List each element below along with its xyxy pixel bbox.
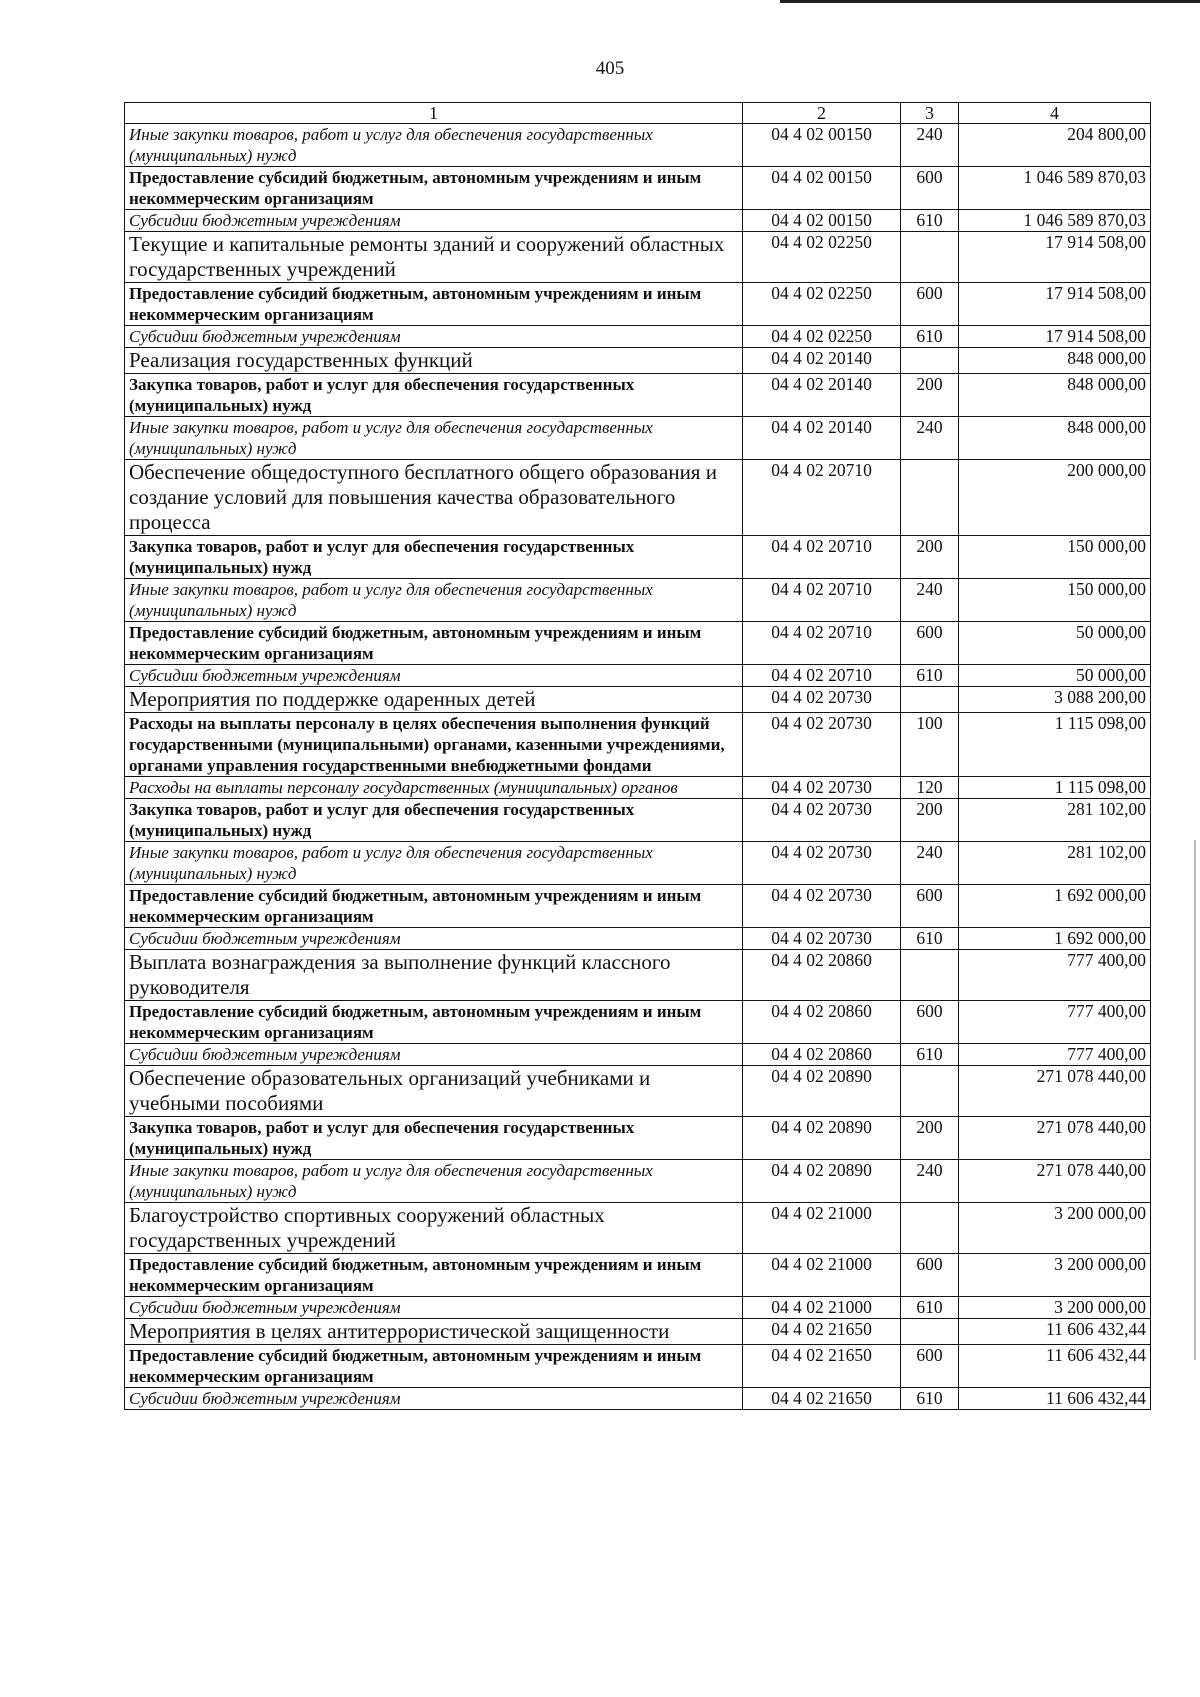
row-name-cell: Субсидии бюджетным учреждениям — [125, 1044, 743, 1066]
row-code-cell: 04 4 02 20730 — [743, 777, 901, 799]
row-amount-cell: 1 115 098,00 — [959, 777, 1151, 799]
row-name-cell: Мероприятия в целях антитеррористической защищенности — [125, 1319, 743, 1345]
row-expense-type-cell: 240 — [901, 124, 959, 167]
row-amount-cell: 777 400,00 — [959, 1044, 1151, 1066]
row-name-cell: Обеспечение общедоступного бесплатного общего образования и создание условий для повышения качества образовательного процесса — [125, 460, 743, 536]
row-name-cell: Субсидии бюджетным учреждениям — [125, 928, 743, 950]
row-amount-cell: 1 046 589 870,03 — [959, 167, 1151, 210]
table-row — [125, 210, 1151, 232]
table-row — [125, 536, 1151, 579]
row-code-cell: 04 4 02 20890 — [743, 1160, 901, 1203]
row-name-cell: Закупка товаров, работ и услуг для обеспечения государственных (муниципальных) нужд — [125, 799, 743, 842]
row-name-cell: Предоставление субсидий бюджетным, автономным учреждениям и иным некоммерческим организациям — [125, 622, 743, 665]
table-row — [125, 283, 1151, 326]
row-name-cell: Иные закупки товаров, работ и услуг для обеспечения государственных (муниципальных) нужд — [125, 417, 743, 460]
row-code-cell: 04 4 02 02250 — [743, 232, 901, 283]
row-code-cell: 04 4 02 20140 — [743, 348, 901, 374]
row-name-cell: Выплата вознаграждения за выполнение функций классного руководителя — [125, 950, 743, 1001]
row-expense-type-cell: 100 — [901, 713, 959, 777]
row-expense-type-cell: 610 — [901, 665, 959, 687]
row-expense-type-cell — [901, 460, 959, 536]
row-code-cell: 04 4 02 21650 — [743, 1319, 901, 1345]
row-amount-cell: 200 000,00 — [959, 460, 1151, 536]
table-header-row — [125, 103, 1151, 124]
table-row — [125, 885, 1151, 928]
row-name-cell: Предоставление субсидий бюджетным, автономным учреждениям и иным некоммерческим организациям — [125, 167, 743, 210]
row-amount-cell: 204 800,00 — [959, 124, 1151, 167]
row-expense-type-cell: 610 — [901, 1044, 959, 1066]
row-amount-cell: 3 200 000,00 — [959, 1203, 1151, 1254]
row-code-cell: 04 4 02 00150 — [743, 124, 901, 167]
row-code-cell: 04 4 02 21650 — [743, 1345, 901, 1388]
row-expense-type-cell: 240 — [901, 842, 959, 885]
table-row — [125, 1388, 1151, 1410]
row-name-cell: Субсидии бюджетным учреждениям — [125, 210, 743, 232]
row-expense-type-cell — [901, 348, 959, 374]
table-row — [125, 1160, 1151, 1203]
row-amount-cell: 17 914 508,00 — [959, 326, 1151, 348]
budget-table — [124, 102, 1151, 1410]
row-code-cell: 04 4 02 20730 — [743, 799, 901, 842]
row-name-cell: Реализация государственных функций — [125, 348, 743, 374]
scan-edge-line — [780, 0, 1200, 3]
row-amount-cell: 150 000,00 — [959, 579, 1151, 622]
row-amount-cell: 848 000,00 — [959, 348, 1151, 374]
row-amount-cell: 777 400,00 — [959, 950, 1151, 1001]
row-expense-type-cell: 600 — [901, 167, 959, 210]
row-amount-cell: 281 102,00 — [959, 842, 1151, 885]
table-row — [125, 374, 1151, 417]
row-name-cell: Текущие и капитальные ремонты зданий и сооружений областных государственных учреждений — [125, 232, 743, 283]
table-row — [125, 713, 1151, 777]
row-amount-cell: 3 088 200,00 — [959, 687, 1151, 713]
table-row — [125, 1297, 1151, 1319]
table-row — [125, 460, 1151, 536]
row-code-cell: 04 4 02 00150 — [743, 167, 901, 210]
row-amount-cell: 50 000,00 — [959, 622, 1151, 665]
row-amount-cell: 150 000,00 — [959, 536, 1151, 579]
row-expense-type-cell: 610 — [901, 928, 959, 950]
row-expense-type-cell: 600 — [901, 1345, 959, 1388]
row-amount-cell: 1 692 000,00 — [959, 885, 1151, 928]
row-amount-cell: 281 102,00 — [959, 799, 1151, 842]
row-code-cell: 04 4 02 20730 — [743, 687, 901, 713]
row-amount-cell: 17 914 508,00 — [959, 232, 1151, 283]
row-name-cell: Благоустройство спортивных сооружений областных государственных учреждений — [125, 1203, 743, 1254]
row-amount-cell: 3 200 000,00 — [959, 1254, 1151, 1297]
table-row — [125, 232, 1151, 283]
row-code-cell: 04 4 02 20710 — [743, 536, 901, 579]
row-name-cell: Обеспечение образовательных организаций учебниками и учебными пособиями — [125, 1066, 743, 1117]
table-row — [125, 167, 1151, 210]
table-row — [125, 417, 1151, 460]
table-row — [125, 124, 1151, 167]
row-amount-cell: 1 046 589 870,03 — [959, 210, 1151, 232]
column-header-amount: 4 — [959, 103, 1151, 124]
row-amount-cell: 11 606 432,44 — [959, 1345, 1151, 1388]
row-expense-type-cell: 120 — [901, 777, 959, 799]
row-expense-type-cell: 200 — [901, 799, 959, 842]
row-code-cell: 04 4 02 20860 — [743, 1044, 901, 1066]
row-name-cell: Предоставление субсидий бюджетным, автономным учреждениям и иным некоммерческим организациям — [125, 1345, 743, 1388]
row-name-cell: Расходы на выплаты персоналу в целях обеспечения выполнения функций государственными (муниципальными) органами, казенными учреждениями, органами управления государственными внебюджетными фондами — [125, 713, 743, 777]
row-name-cell: Предоставление субсидий бюджетным, автономным учреждениям и иным некоммерческим организациям — [125, 1001, 743, 1044]
row-code-cell: 04 4 02 20860 — [743, 950, 901, 1001]
row-code-cell: 04 4 02 20890 — [743, 1066, 901, 1117]
row-amount-cell: 11 606 432,44 — [959, 1388, 1151, 1410]
row-name-cell: Иные закупки товаров, работ и услуг для обеспечения государственных (муниципальных) нужд — [125, 1160, 743, 1203]
row-name-cell: Субсидии бюджетным учреждениям — [125, 665, 743, 687]
row-code-cell: 04 4 02 02250 — [743, 326, 901, 348]
table-row — [125, 842, 1151, 885]
column-header-code: 2 — [743, 103, 901, 124]
row-expense-type-cell — [901, 232, 959, 283]
row-expense-type-cell: 600 — [901, 1001, 959, 1044]
row-code-cell: 04 4 02 21000 — [743, 1297, 901, 1319]
row-amount-cell: 848 000,00 — [959, 417, 1151, 460]
row-name-cell: Предоставление субсидий бюджетным, автономным учреждениям и иным некоммерческим организациям — [125, 283, 743, 326]
row-expense-type-cell: 240 — [901, 579, 959, 622]
row-code-cell: 04 4 02 00150 — [743, 210, 901, 232]
row-name-cell: Субсидии бюджетным учреждениям — [125, 326, 743, 348]
row-expense-type-cell: 600 — [901, 622, 959, 665]
row-name-cell: Предоставление субсидий бюджетным, автономным учреждениям и иным некоммерческим организациям — [125, 885, 743, 928]
table-row — [125, 348, 1151, 374]
row-expense-type-cell: 600 — [901, 1254, 959, 1297]
table-row — [125, 665, 1151, 687]
row-expense-type-cell: 610 — [901, 1388, 959, 1410]
row-expense-type-cell: 600 — [901, 283, 959, 326]
row-code-cell: 04 4 02 20140 — [743, 374, 901, 417]
table-row — [125, 622, 1151, 665]
column-header-name: 1 — [125, 103, 743, 124]
row-amount-cell: 848 000,00 — [959, 374, 1151, 417]
row-name-cell: Предоставление субсидий бюджетным, автономным учреждениям и иным некоммерческим организациям — [125, 1254, 743, 1297]
row-name-cell: Закупка товаров, работ и услуг для обеспечения государственных (муниципальных) нужд — [125, 536, 743, 579]
row-name-cell: Субсидии бюджетным учреждениям — [125, 1388, 743, 1410]
row-amount-cell: 271 078 440,00 — [959, 1160, 1151, 1203]
row-amount-cell: 17 914 508,00 — [959, 283, 1151, 326]
table-row — [125, 1203, 1151, 1254]
row-code-cell: 04 4 02 20730 — [743, 713, 901, 777]
row-code-cell: 04 4 02 20140 — [743, 417, 901, 460]
row-code-cell: 04 4 02 20710 — [743, 579, 901, 622]
row-expense-type-cell: 200 — [901, 374, 959, 417]
row-expense-type-cell — [901, 1319, 959, 1345]
row-code-cell: 04 4 02 20730 — [743, 885, 901, 928]
row-code-cell: 04 4 02 20890 — [743, 1117, 901, 1160]
row-code-cell: 04 4 02 20730 — [743, 928, 901, 950]
row-name-cell: Закупка товаров, работ и услуг для обеспечения государственных (муниципальных) нужд — [125, 374, 743, 417]
table-row — [125, 777, 1151, 799]
page-number: 405 — [595, 58, 625, 79]
row-expense-type-cell: 600 — [901, 885, 959, 928]
row-expense-type-cell: 240 — [901, 417, 959, 460]
row-code-cell: 04 4 02 21650 — [743, 1388, 901, 1410]
row-amount-cell: 1 692 000,00 — [959, 928, 1151, 950]
scan-edge-mark — [1194, 840, 1196, 1360]
row-name-cell: Закупка товаров, работ и услуг для обеспечения государственных (муниципальных) нужд — [125, 1117, 743, 1160]
table-row — [125, 950, 1151, 1001]
row-amount-cell: 3 200 000,00 — [959, 1297, 1151, 1319]
row-name-cell: Иные закупки товаров, работ и услуг для обеспечения государственных (муниципальных) нужд — [125, 842, 743, 885]
table-row — [125, 1001, 1151, 1044]
row-name-cell: Иные закупки товаров, работ и услуг для обеспечения государственных (муниципальных) нужд — [125, 579, 743, 622]
table-row — [125, 1044, 1151, 1066]
table-row — [125, 928, 1151, 950]
row-amount-cell: 271 078 440,00 — [959, 1117, 1151, 1160]
row-code-cell: 04 4 02 21000 — [743, 1203, 901, 1254]
row-expense-type-cell — [901, 1066, 959, 1117]
table-row — [125, 1254, 1151, 1297]
row-amount-cell: 11 606 432,44 — [959, 1319, 1151, 1345]
row-name-cell: Мероприятия по поддержке одаренных детей — [125, 687, 743, 713]
row-expense-type-cell: 240 — [901, 1160, 959, 1203]
row-amount-cell: 1 115 098,00 — [959, 713, 1151, 777]
row-expense-type-cell — [901, 950, 959, 1001]
row-code-cell: 04 4 02 20730 — [743, 842, 901, 885]
column-header-expense-type: 3 — [901, 103, 959, 124]
row-code-cell: 04 4 02 20710 — [743, 665, 901, 687]
table-row — [125, 687, 1151, 713]
row-code-cell: 04 4 02 02250 — [743, 283, 901, 326]
row-name-cell: Субсидии бюджетным учреждениям — [125, 1297, 743, 1319]
table-row — [125, 799, 1151, 842]
row-name-cell: Расходы на выплаты персоналу государственных (муниципальных) органов — [125, 777, 743, 799]
table-row — [125, 579, 1151, 622]
row-code-cell: 04 4 02 20710 — [743, 622, 901, 665]
table-row — [125, 326, 1151, 348]
row-expense-type-cell: 610 — [901, 1297, 959, 1319]
row-amount-cell: 271 078 440,00 — [959, 1066, 1151, 1117]
row-amount-cell: 777 400,00 — [959, 1001, 1151, 1044]
table-body — [125, 124, 1151, 1410]
row-code-cell: 04 4 02 21000 — [743, 1254, 901, 1297]
row-expense-type-cell: 200 — [901, 536, 959, 579]
table-row — [125, 1345, 1151, 1388]
row-expense-type-cell — [901, 687, 959, 713]
row-expense-type-cell: 610 — [901, 326, 959, 348]
row-code-cell: 04 4 02 20860 — [743, 1001, 901, 1044]
row-expense-type-cell: 200 — [901, 1117, 959, 1160]
row-name-cell: Иные закупки товаров, работ и услуг для обеспечения государственных (муниципальных) нужд — [125, 124, 743, 167]
table-row — [125, 1319, 1151, 1345]
row-expense-type-cell: 610 — [901, 210, 959, 232]
table-row — [125, 1066, 1151, 1117]
row-expense-type-cell — [901, 1203, 959, 1254]
row-code-cell: 04 4 02 20710 — [743, 460, 901, 536]
table-row — [125, 1117, 1151, 1160]
row-amount-cell: 50 000,00 — [959, 665, 1151, 687]
